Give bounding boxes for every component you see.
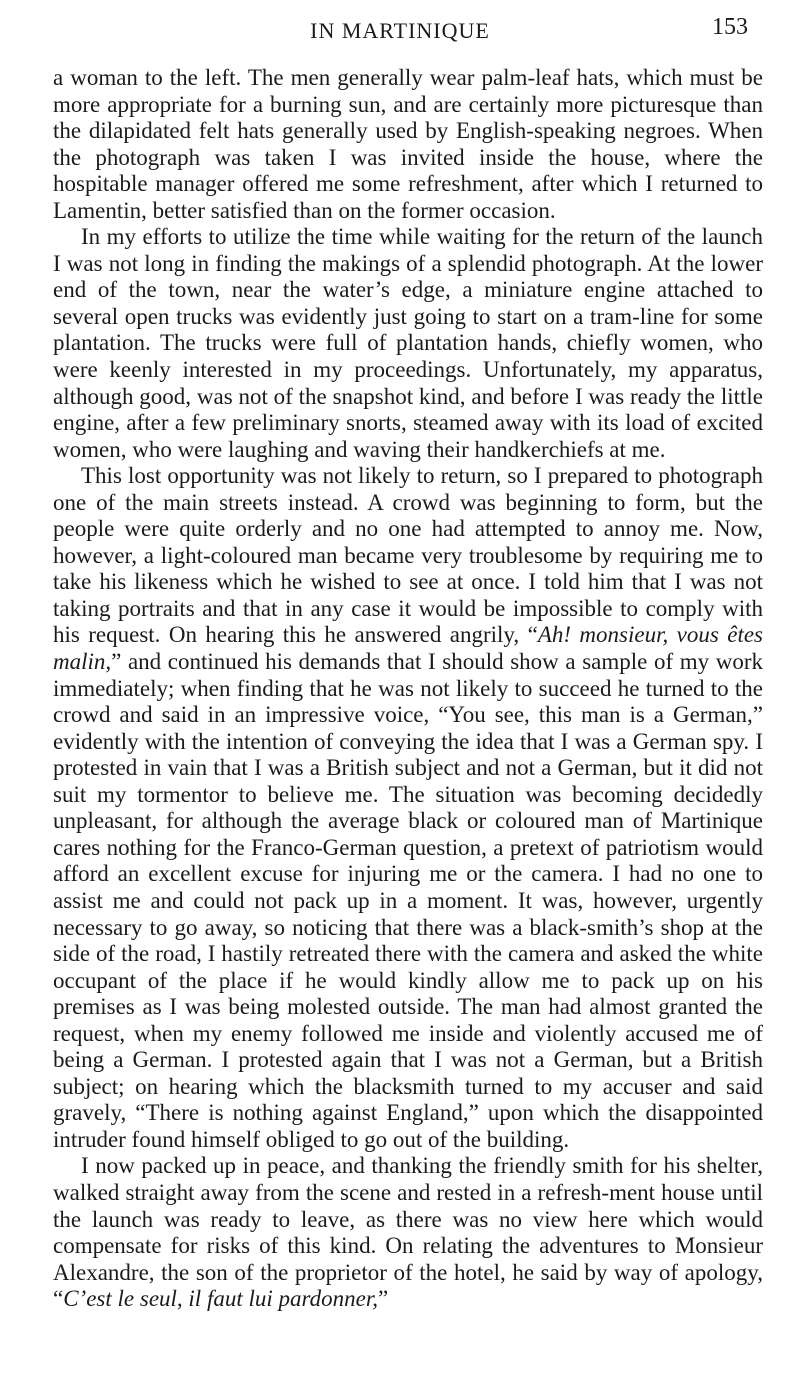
paragraph-3-text-b: ” and continued his demands that I should show a sample of my work immediately; when finding that he was not likely to succeed he turned to the crowd and said in an impressive voice, “You see, this man is a German,” evidently with the intention of conveying the idea that I was a German spy. I protested in vain that I was a British subject and not a German, but it did not suit my tormentor to believe me. The situation was becoming decidedly unpleasant, for although the average black or coloured man of Martinique cares nothing for the Franco-German question, a pretext of patriotism would afford an excellent excuse for injuring me or the camera. I had no one to assist me and could not pack up in a moment. It was, however, urgently necessary to go away, so noticing that there was a black-smith’s shop at the side of the road, I hastily retreated there with the camera and asked the white occupant of the place if he would kindly allow me to pack up on his premises as I was being molested outside. The man had almost granted the request, when my enemy followed me inside and violently accused me of being a German. I protested again that I was not a German, but a British subject; on hearing which the blacksmith turned to my accuser and said gravely, “There is nothing against England,” upon which the disappointed intruder found himself obliged to go out of the building. [53, 649, 763, 1152]
paragraph-1-text: a woman to the left. The men generally wear palm-leaf hats, which must be more appropriate for a burning sun, and are certainly more picturesque than the dilapidated felt hats generally used by English-speaking negroes. When the photograph was taken I was invited inside the house, where the hospitable manager offered me some refreshment, after which I returned to Lamentin, better satisfied than on the former occasion. [53, 65, 763, 223]
paragraph-2-text: In my efforts to utilize the time while waiting for the return of the launch I was not long in finding the makings of a splendid photograph. At the lower end of the town, near the water’s edge, a miniature engine attached to several open trucks was evidently just going to start on a tram-line for some plantation. The trucks were full of plantation hands, chiefly women, who were keenly interested in my proceedings. Unfortunately, my apparatus, although good, was not of the snapshot kind, and before I was ready the little engine, after a few preliminary snorts, steamed away with its load of excited women, who were laughing and waving their handkerchiefs at me. [53, 224, 763, 462]
page-number: 153 [712, 14, 748, 40]
paragraph-2 [53, 224, 763, 463]
paragraph-3-text-a: This lost opportunity was not likely to return, so I prepared to photograph one of the main streets instead. A crowd was beginning to form, but the people were quite orderly and no one had attempted to annoy me. Now, however, a light-coloured man became very troublesome by requiring me to take his likeness which he wished to see at once. I told him that I was not taking portraits and that in any case it would be impossible to comply with his request. On hearing this he answered angrily, “ [53, 463, 763, 648]
paragraph-4-text-b: ” [377, 1286, 389, 1312]
paragraph-4-text-a: I now packed up in peace, and thanking the friendly smith for his shelter, walked straight away from the scene and rested in a refresh-ment house until the launch was ready to leave, as there was no view here which would compensate for risks of this kind. On relating the adventures to Monsieur Alexandre, the son of the proprietor of the hotel, he said by way of apology, “ [53, 1153, 763, 1312]
paragraph-4-italic-quote: C’est le seul, il faut lui pardonner, [63, 1286, 378, 1312]
paragraph-4 [53, 1153, 763, 1312]
running-head-title: IN MARTINIQUE [310, 18, 490, 43]
body-text [53, 65, 763, 1313]
paragraph-3 [53, 463, 763, 1153]
paragraph-1 [53, 65, 763, 224]
paragraph-3-italic-quote: Ah! monsieur, vous êtes malin, [53, 622, 763, 675]
running-head [0, 8, 800, 48]
